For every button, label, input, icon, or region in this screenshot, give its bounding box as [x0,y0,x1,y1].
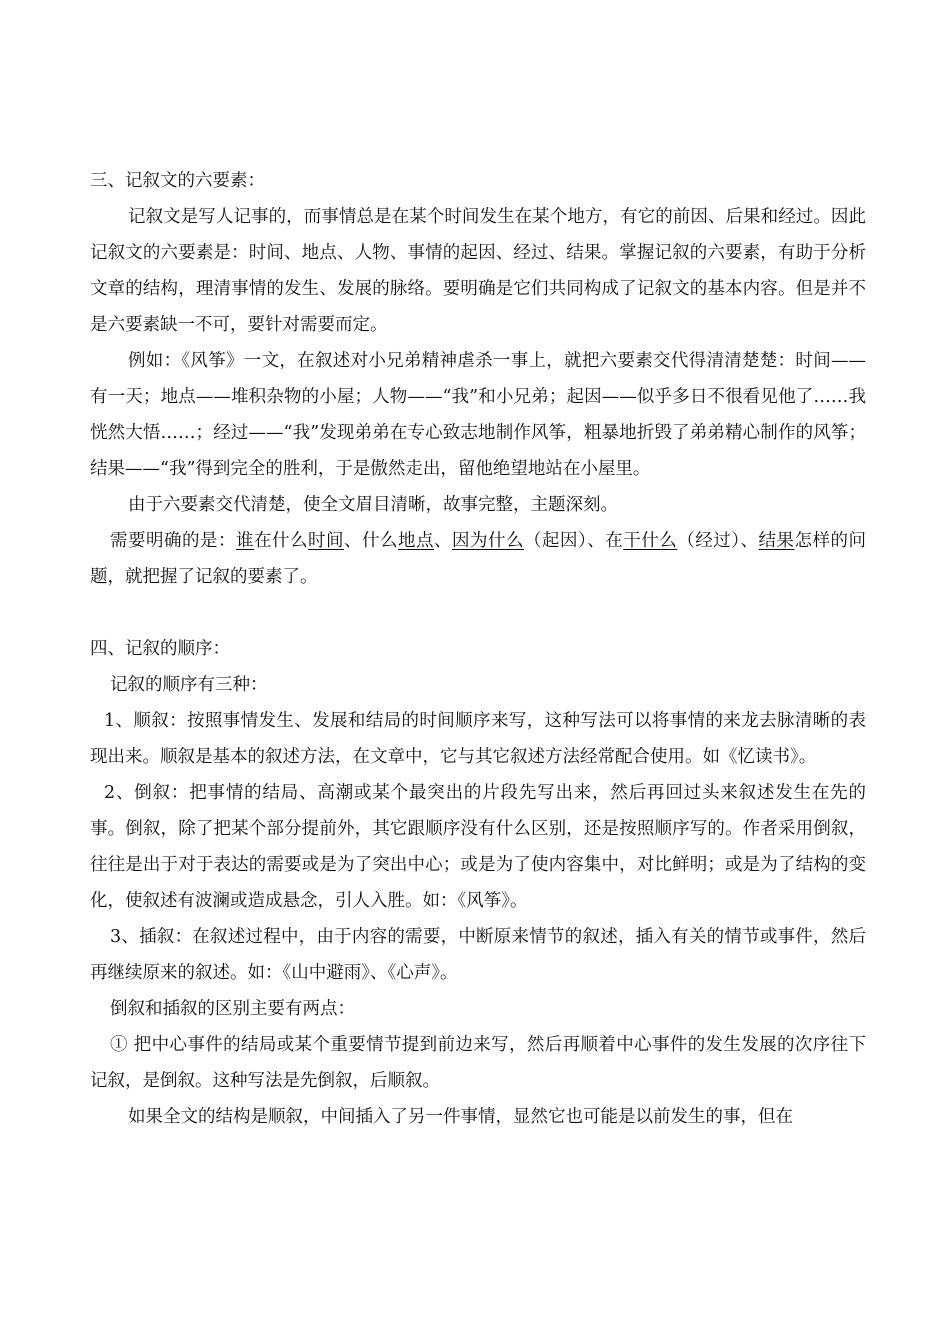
underlined-result: 结果 [758,531,795,551]
key-points-text: 需要明确的是： [110,531,236,551]
underlined-time: 时间 [308,531,344,551]
section-spacer [90,595,866,631]
document-page [90,163,866,1135]
key-points-text: 、 [434,531,452,551]
list-item-flashback: 2、倒叙：把事情的结局、高潮或某个最突出的片段先写出来，然后再回过头来叙述发生在先的事。倒叙，除了把某个部分提前外，其它跟顺序没有什么区别，还是按照顺序写的。作者采用倒叙，往往是出于对于表达的需要或是为了突出中心；或是为了使内容集中，对比鲜明；或是为了结构的变化，使叙述有波澜或造成悬念，引人入胜。如：《风筝》。 [90,783,866,911]
underlined-place: 地点 [398,531,434,551]
section-4-heading: 四、记叙的顺序： [90,639,230,659]
section-3-heading: 三、记叙文的六要素： [90,171,265,191]
paragraph-difference-1: ① 把中心事件的结局或某个重要情节提到前边来写，然后再顺着中心事件的发生发展的次序往下记叙，是倒叙。这种写法是先倒叙，后顺叙。 [90,1035,866,1091]
paragraph-six-elements-intro: 记叙文是写人记事的，而事情总是在某个时间发生在某个地方，有它的前因、后果和经过。因此记叙文的六要素是：时间、地点、人物、事情的起因、经过、结果。掌握记叙的六要素，有助于分析文章的结构，理清事情的发生、发展的脉络。要明确是它们共同构成了记叙文的基本内容。但是并不是六要素缺一不可，要针对需要而定。 [90,207,866,335]
paragraph-six-elements-effect: 由于六要素交代清楚，使全文眉目清晰，故事完整，主题深刻。 [128,495,618,515]
key-points-text: （经过）、 [677,531,759,551]
paragraph-key-points [90,523,866,595]
paragraph-difference-2: 如果全文的结构是顺叙，中间插入了另一件事情，显然它也可能是以前发生的事，但在 [128,1107,793,1127]
key-points-text: 在什么 [254,531,308,551]
key-points-text: 、什么 [344,531,398,551]
paragraph-order-intro: 记叙的顺序有三种： [110,675,268,695]
underlined-process: 干什么 [623,531,678,551]
list-item-interpolation: 3、插叙：在叙述过程中，由于内容的需要，中断原来情节的叙述，插入有关的情节或事件，然后再继续原来的叙述。如：《山中避雨》、《心声》。 [90,927,866,983]
paragraph-kite-example: 例如：《风筝》一文，在叙述对小兄弟精神虐杀一事上，就把六要素交代得清清楚楚：时间——有一天；地点——堆积杂物的小屋；人物——“我”和小兄弟；起因——似乎多日不很看见他了……我恍然大悟……；经过——“我”发现弟弟在专心致志地制作风筝，粗暴地折毁了弟弟精心制作的风筝；结果——“我”得到完全的胜利，于是傲然走出，留他绝望地站在小屋里。 [90,351,866,479]
underlined-who: 谁 [236,531,254,551]
list-item-chronological: 1、顺叙：按照事情发生、发展和结局的时间顺序来写，这种写法可以将事情的来龙去脉清晰的表现出来。顺叙是基本的叙述方法，在文章中，它与其它叙述方法经常配合使用。如《忆读书》。 [90,711,866,767]
key-points-text: （起因）、在 [524,531,624,551]
key-points-text: 怎样的问题，就把握了记叙的要素了。 [90,531,866,587]
underlined-cause: 因为什么 [452,531,524,551]
paragraph-difference-intro: 倒叙和插叙的区别主要有两点： [110,999,355,1019]
